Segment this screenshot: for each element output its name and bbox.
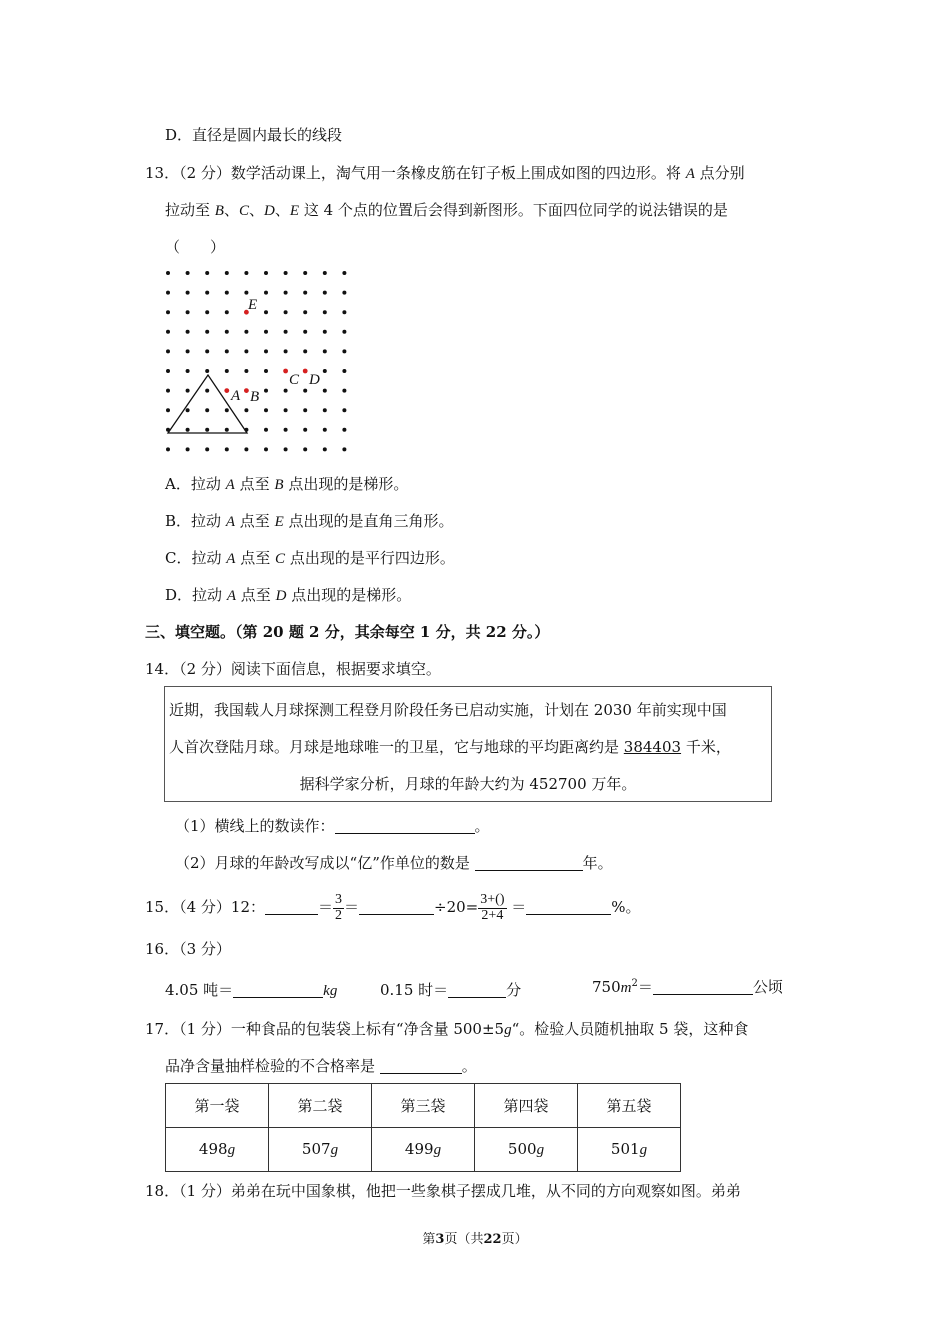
grid-dot — [264, 310, 268, 314]
weight-cell: 499g — [372, 1128, 475, 1172]
grid-dot — [166, 349, 170, 353]
bag-weight-table — [165, 1083, 681, 1172]
table-header-row — [166, 1084, 681, 1128]
grid-dot — [264, 389, 268, 393]
grid-dot — [303, 447, 307, 451]
grid-dot — [264, 428, 268, 432]
q16-part-c: $750m^2=$ 公顷 — [592, 978, 783, 996]
q13-option-b: B．拉动 A 点至 E 点出现的是直角三角形。 — [165, 512, 454, 530]
grid-dot — [166, 408, 170, 412]
grid-dot — [342, 291, 346, 295]
grid-dot — [303, 389, 307, 393]
grid-dot — [284, 291, 288, 295]
q16-part-a: 4.05 吨＝ kg — [165, 981, 338, 999]
grid-dot — [303, 408, 307, 412]
grid-dot — [166, 310, 170, 314]
grid-dot — [303, 330, 307, 334]
fraction-expression: $\frac{3+()}{2+4}$ — [480, 891, 505, 923]
grid-dot — [205, 291, 209, 295]
q14-sub1: （1）横线上的数读作： 。 — [175, 817, 490, 835]
grid-dot — [284, 447, 288, 451]
weight-cell: 498g — [166, 1128, 269, 1172]
grid-dot — [244, 447, 248, 451]
grid-dot — [205, 428, 209, 432]
point-A — [224, 388, 229, 393]
grid-dot — [244, 349, 248, 353]
header-cell: 第五袋 — [578, 1084, 681, 1128]
grid-dot — [264, 408, 268, 412]
q18-stem: 18．（1 分）弟弟在玩中国象棋，他把一些象棋子摆成几堆，从不同的方向观察如图。弟弟 — [145, 1182, 741, 1200]
grid-dot — [244, 408, 248, 412]
grid-dot — [186, 428, 190, 432]
grid-dot — [323, 447, 327, 451]
grid-dot — [225, 349, 229, 353]
grid-dot — [205, 271, 209, 275]
grid-dot — [205, 349, 209, 353]
grid-dot — [166, 389, 170, 393]
grid-dot — [342, 369, 346, 373]
grid-dot — [205, 389, 209, 393]
grid-dot — [166, 330, 170, 334]
table-row — [166, 1128, 681, 1172]
grid-dot — [284, 330, 288, 334]
grid-dot — [186, 291, 190, 295]
label-C: C — [289, 372, 300, 388]
q16-part-b: 0.15 时＝ 分 — [380, 981, 522, 999]
grid-dot — [244, 271, 248, 275]
q14-sub2: （2）月球的年龄改写成以“亿”作单位的数是 年。 — [175, 854, 613, 872]
grid-dot — [186, 271, 190, 275]
grid-dot — [225, 428, 229, 432]
grid-dot — [303, 271, 307, 275]
grid-dot — [225, 447, 229, 451]
grid-dot — [264, 349, 268, 353]
point-D — [303, 369, 308, 374]
q14-stem: 14．（2 分）阅读下面信息，根据要求填空。 — [145, 660, 441, 678]
grid-dot — [225, 310, 229, 314]
page-footer: 第3页（共22页） — [422, 1232, 528, 1247]
grid-dot — [166, 369, 170, 373]
grid-dot — [303, 349, 307, 353]
grid-dot — [225, 408, 229, 412]
q17-stem-line1: 17．（1 分）一种食品的包装袋上标有“净含量 500±5g“。检验人员随机抽取 5 袋，这种食 — [145, 1020, 749, 1038]
grid-dot — [186, 349, 190, 353]
q15-equation: 15．（4 分）12： ＝ $\frac{3}{2}$ ＝ ÷20= $\frac{3+()}{2+4}$ ＝ %。 — [145, 891, 641, 923]
grid-dot — [205, 408, 209, 412]
grid-dot — [264, 291, 268, 295]
q13-option-c: C．拉动 A 点至 C 点出现的是平行四边形。 — [165, 549, 455, 567]
underlined-distance: 384403 — [623, 738, 682, 756]
grid-dot — [186, 447, 190, 451]
grid-dot — [166, 271, 170, 275]
header-cell: 第二袋 — [269, 1084, 372, 1128]
grid-dot — [205, 369, 209, 373]
grid-dot — [284, 271, 288, 275]
grid-dot — [323, 291, 327, 295]
q13-option-d: D．拉动 A 点至 D 点出现的是梯形。 — [165, 586, 412, 604]
grid-dot — [323, 389, 327, 393]
header-cell: 第四袋 — [475, 1084, 578, 1128]
header-cell: 第三袋 — [372, 1084, 475, 1128]
q13-answer-paren: （ ） — [165, 238, 226, 256]
grid-dot — [303, 310, 307, 314]
grid-dot — [303, 428, 307, 432]
answer-blank[interactable] — [653, 979, 753, 995]
weight-cell: 501g — [578, 1128, 681, 1172]
grid-dot — [303, 291, 307, 295]
grid-dot — [244, 330, 248, 334]
grid-dot — [323, 428, 327, 432]
grid-dot — [323, 349, 327, 353]
grid-dot — [264, 447, 268, 451]
fraction-3-2: $\frac{3}{2}$ — [335, 891, 343, 923]
label-B: B — [250, 389, 260, 405]
grid-dot — [186, 330, 190, 334]
quadrilateral-rubber-band — [168, 375, 247, 433]
grid-dot — [342, 447, 346, 451]
answer-blank[interactable] — [475, 855, 583, 871]
grid-dot — [342, 408, 346, 412]
grid-dot — [225, 271, 229, 275]
weight-cell: 507g — [269, 1128, 372, 1172]
info-line-2: 人首次登陆月球。月球是地球唯一的卫星，它与地球的平均距离约是 384403 千米， — [169, 738, 731, 756]
q17-stem-line2: 品净含量抽样检验的不合格率是 。 — [165, 1057, 477, 1075]
info-line-1: 近期，我国载人月球探测工程登月阶段任务已启动实施，计划在 2030 年前实现中国 — [169, 701, 727, 719]
grid-dot — [284, 408, 288, 412]
answer-blank[interactable] — [526, 899, 611, 915]
q13-stem-line1: 13．（2 分）数学活动课上，淘气用一条橡皮筋在钉子板上围成如图的四边形。将 A 点分别 — [145, 164, 745, 182]
grid-dot — [342, 349, 346, 353]
grid-dot — [186, 408, 190, 412]
q16-stem: 16．（3 分） — [145, 940, 231, 958]
grid-dot — [205, 447, 209, 451]
q13-option-a: A．拉动 A 点至 B 点出现的是梯形。 — [165, 475, 409, 493]
answer-blank[interactable] — [265, 899, 318, 915]
grid-dot — [284, 310, 288, 314]
grid-dot — [264, 271, 268, 275]
info-line-3: 据科学家分析，月球的年龄大约为 452700 万年。 — [299, 775, 637, 793]
grid-dot — [342, 271, 346, 275]
grid-dot — [323, 271, 327, 275]
grid-dot — [284, 349, 288, 353]
grid-dot — [205, 330, 209, 334]
point-C — [283, 369, 288, 374]
grid-dot — [205, 310, 209, 314]
grid-dot — [323, 369, 327, 373]
grid-dot — [342, 389, 346, 393]
answer-blank[interactable] — [335, 818, 475, 834]
answer-blank[interactable] — [448, 982, 506, 998]
q14-info-box — [164, 686, 772, 802]
grid-dot — [342, 310, 346, 314]
grid-dot — [323, 330, 327, 334]
point-B — [244, 388, 249, 393]
grid-dot — [284, 389, 288, 393]
q12-option-d: D．直径是圆内最长的线段 — [165, 126, 343, 144]
label-D: D — [309, 372, 320, 388]
grid-dot — [186, 310, 190, 314]
answer-blank[interactable] — [359, 899, 434, 915]
section-3-title: 三、填空题。（第 20 题 2 分，其余每空 1 分，共 22 分。） — [145, 623, 550, 641]
grid-dot — [323, 310, 327, 314]
grid-dot — [244, 369, 248, 373]
header-cell: 第一袋 — [166, 1084, 269, 1128]
answer-blank[interactable] — [380, 1058, 462, 1074]
grid-dot — [323, 408, 327, 412]
pegboard-figure — [150, 258, 365, 463]
grid-dot — [342, 330, 346, 334]
label-A: A — [231, 388, 241, 404]
q13-stem-line2: 拉动至 B、C、D、E 这 4 个点的位置后会得到新图形。下面四位同学的说法错误的是 — [165, 201, 728, 219]
grid-dot — [186, 389, 190, 393]
answer-blank[interactable] — [233, 982, 323, 998]
grid-dot — [225, 369, 229, 373]
grid-dot — [166, 291, 170, 295]
weight-cell: 500g — [475, 1128, 578, 1172]
grid-dot — [166, 447, 170, 451]
grid-dot — [244, 291, 248, 295]
grid-dot — [186, 369, 190, 373]
grid-dot — [225, 330, 229, 334]
grid-dot — [284, 428, 288, 432]
grid-dot — [264, 369, 268, 373]
grid-dot — [342, 428, 346, 432]
label-E: E — [248, 297, 258, 313]
grid-dot — [225, 291, 229, 295]
grid-dot — [264, 330, 268, 334]
